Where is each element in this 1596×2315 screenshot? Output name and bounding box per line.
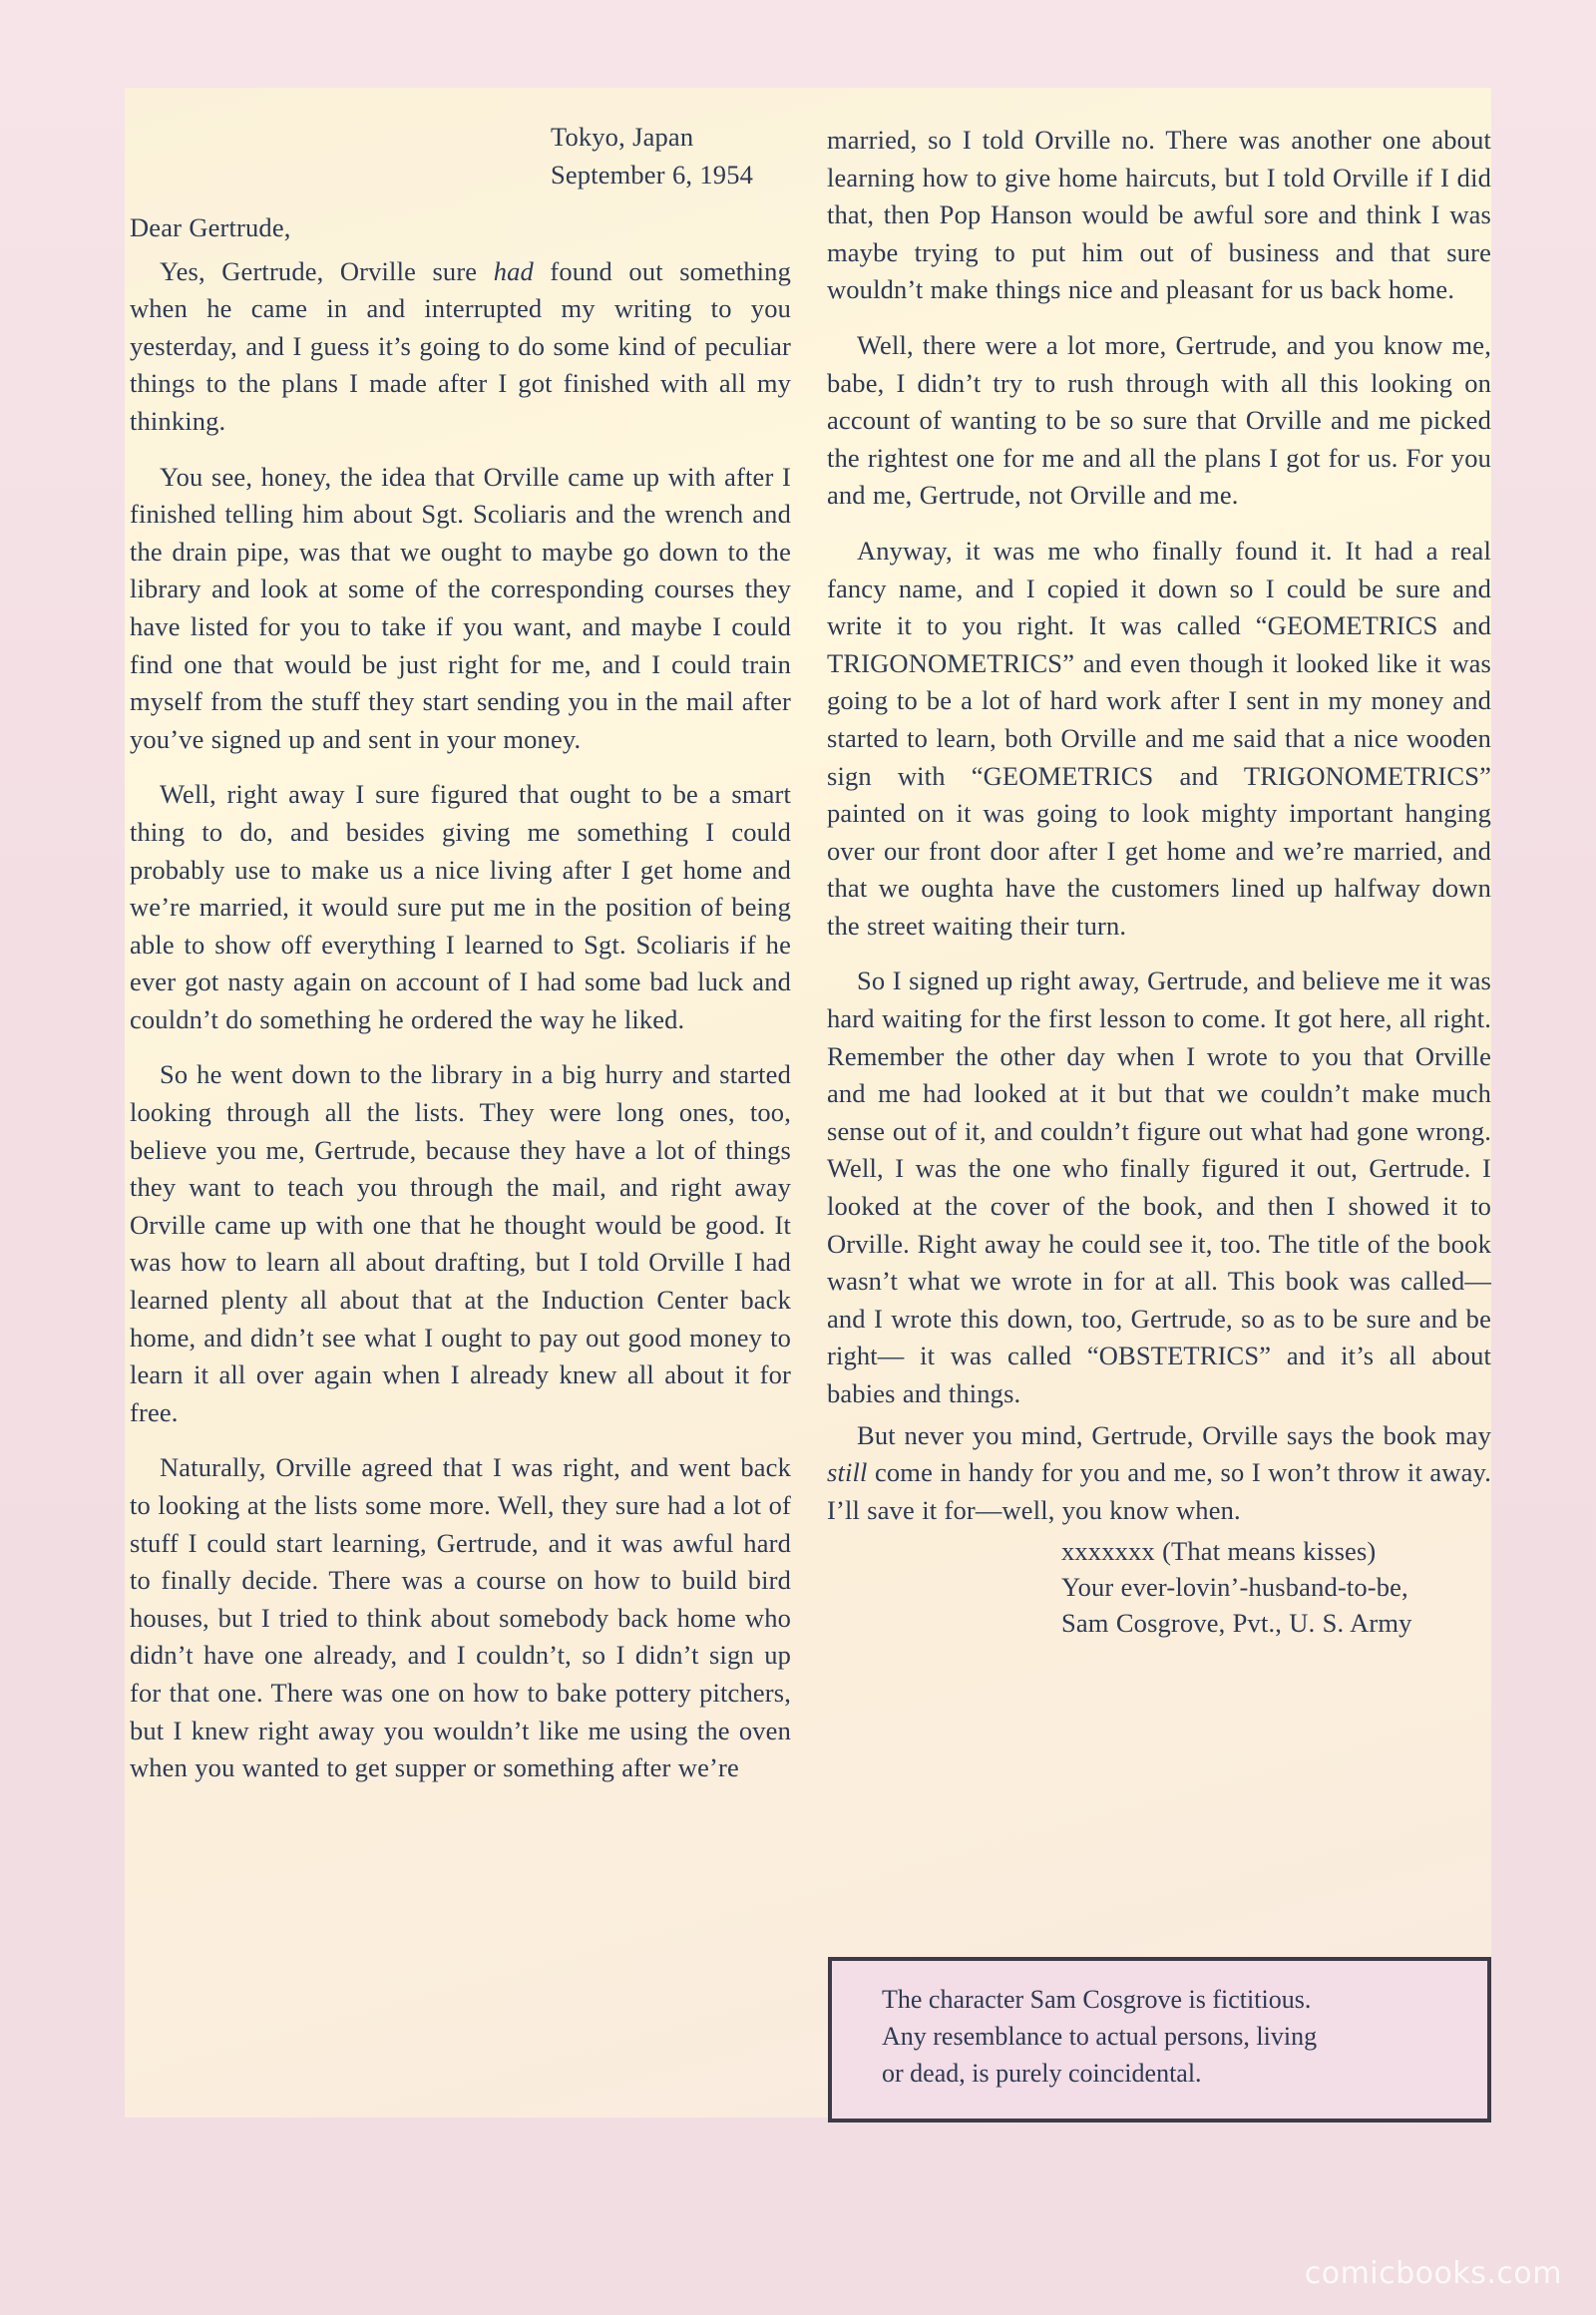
signature-name: Sam Cosgrove, Pvt., U. S. Army xyxy=(1061,1608,1412,1639)
dateline xyxy=(551,118,800,193)
disclaimer-line: or dead, is purely coincidental. xyxy=(882,2059,1202,2088)
letter-greeting: Dear Gertrude, xyxy=(130,212,291,242)
paragraph-4: So he went down to the library in a big hurry and started looking through all the lists. They were long ones, too, believe you me, Gertrude, because they have a lot of things they want to teach you through the mail, and right away Orville came up with one that he thought would be good. It was how to learn all about drafting, but I told Orville I had learned plenty all about that at the Induction Center back home, and didn’t see what I ought to pay out good money to learn it all over again when I already knew all about it for free. xyxy=(130,1059,791,1427)
paragraph-9: But never you mind, Gertrude, Orville says the book may still come in handy for you and me, so I won’t throw it away. I’ll save it for—well, you know when. xyxy=(827,1419,1491,1525)
paragraph-2: You see, honey, the idea that Orville came up with after I finished telling him about Sgt. Scoliaris and the wrench and the drain pipe, was that we ought to maybe go down to the library and look at some of the corresponding courses they have listed for you to take if you want, and maybe I could find one that would be just right for me, and I could train myself from the stuff they start sending you in the mail after you’ve signed up and sent in your money. xyxy=(130,461,791,754)
disclaimer-box xyxy=(828,1957,1491,2122)
letter-place: Tokyo, Japan xyxy=(551,122,694,152)
paragraph-7: Anyway, it was me who finally found it. It had a real fancy name, and I copied it down so I could be sure and write it to you right. It was called “GEOMETRICS and TRIGONOMETRICS” and even though it looked like it was going to be a lot of hard work after I sent in my money and started to learn, both Orville and me said that a nice wooden sign with “GEOMETRICS and TRIGONOMETRICS” painted on it was going to look mighty important hanging over our front door after I get home and we’re married, and that we oughta have the customers lined up halfway down the street waiting their turn. xyxy=(827,535,1491,941)
watermark: comicbooks.com xyxy=(1304,2256,1562,2291)
paragraph-8: So I signed up right away, Gertrude, and believe me it was hard waiting for the first lesson to come. It got here, all right. Remember the other day when I wrote to you that Orville and me had looked at it but that we couldn’t make much sense out of it, and couldn’t figure out what had gone wrong. Well, I was the one who finally figured it out, Gertrude. I looked at the cover of the book, and then I showed it to Orville. Right away he could see it, too. The title of the book wasn’t what we wrote in for at all. This book was called—and I wrote this down, too, Gertrude, so as to be sure and be right— it was called “OBSTETRICS” and it’s all about babies and things. xyxy=(827,965,1491,1408)
signature-block xyxy=(1061,1533,1491,1641)
letter-column-right xyxy=(827,122,1491,1641)
letter-date: September 6, 1954 xyxy=(551,160,753,190)
emphasis-had: had xyxy=(493,255,534,286)
emphasis-still: still xyxy=(827,1457,868,1488)
paragraph-1: Yes, Gertrude, Orville sure had found out something when he came in and interrupted my writing to you yesterday, and I guess it’s going to do some kind of peculiar things to the plans I made after I got finished with all my thinking. xyxy=(130,255,791,436)
signature-closing: Your ever-lovin’-husband-to-be, xyxy=(1061,1572,1408,1603)
paragraph-6: Well, there were a lot more, Gertrude, and you know me, babe, I didn’t try to rush through with all this looking on account of wanting to be so sure that Orville and me picked the rightest one for me and all the plans I got for us. For you and me, Gertrude, not Orville and me. xyxy=(827,329,1491,511)
letter-column-left xyxy=(130,118,791,1805)
disclaimer-line: Any resemblance to actual persons, living xyxy=(882,2022,1318,2051)
paragraph-3: Well, right away I sure figured that ought to be a smart thing to do, and besides giving me something I could probably use to make us a nice living after I get home and we’re married, it would sure put me in the position of being able to show off everything I learned to Sgt. Scoliaris if he ever got nasty again on account of I had some bad luck and couldn’t do something he ordered the way he liked. xyxy=(130,779,791,1034)
disclaimer-line: The character Sam Cosgrove is fictitious. xyxy=(882,1985,1312,2014)
paragraph-5: Naturally, Orville agreed that I was right, and went back to looking at the lists some more. Well, they sure had a lot of stuff I could start learning, Gertrude, and it was awful hard to finally decide. There was a course on how to build bird houses, but I tried to think about somebody back home who didn’t have one already, and I couldn’t, so I didn’t sign up for that one. There was one on how to bake pottery pitchers, but I knew right away you wouldn’t like me using the oven when you wanted to get supper or something after we’re xyxy=(130,1452,791,1783)
disclaimer-text xyxy=(882,1981,1440,2092)
paragraph-5-continued: married, so I told Orville no. There was another one about learning how to give home haircuts, but I told Orville if I did that, then Pop Hanson would be awful sore and think I was maybe trying to put him out of business and that sure wouldn’t make things nice and pleasant for us back home. xyxy=(827,125,1491,305)
signature-kisses: xxxxxxx (That means kisses) xyxy=(1061,1536,1377,1567)
